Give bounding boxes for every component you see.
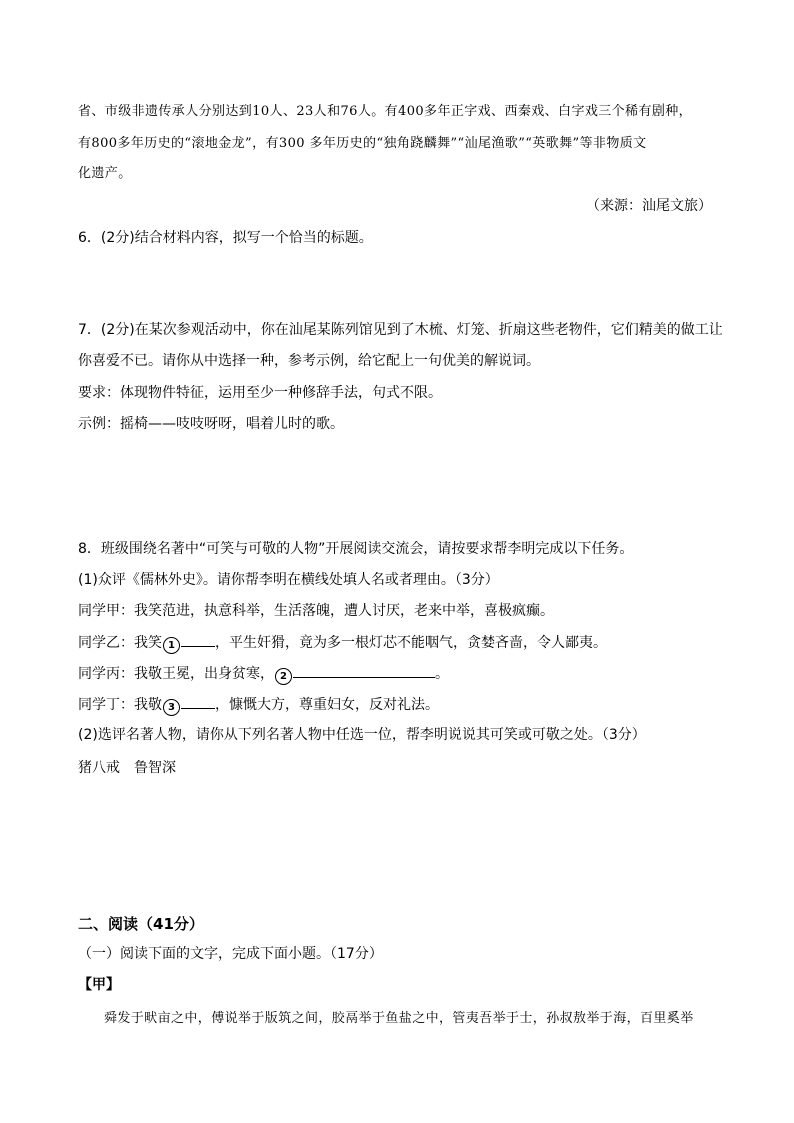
classmate-ding-prefix: 同学丁：我敬 (78, 697, 162, 713)
material-line-2: 有800多年历史的“滚地金龙”，有300 多年历史的“独角跷麟舞”“汕尾渔歌”“英歌舞”等非物质文 (78, 136, 647, 151)
section-2-subheading: （一）阅读下面的文字，完成下面小题。（17分） (78, 946, 383, 962)
question-6: 6．(2分)结合材料内容，拟写一个恰当的标题。 (78, 230, 373, 246)
classmate-ding-comment (78, 694, 439, 716)
answer-blank-1[interactable] (181, 632, 215, 647)
option-lu-zhishen: 鲁智深 (134, 760, 176, 776)
option-zhu-bajie: 猪八戒 (78, 760, 120, 776)
answer-blank-2[interactable] (293, 663, 435, 678)
blank-marker-3: 3 (163, 699, 180, 716)
classmate-jia-comment: 同学甲：我笑范进，执意科举，生活落魄，遭人讨厌，老来中举，喜极疯癫。 (78, 603, 554, 619)
passage-tag-jia: 【甲】 (78, 977, 120, 993)
material-source: （来源：汕尾文旅） (586, 198, 712, 214)
question-7-line-2: 你喜爱不已。请你从中选择一种，参考示例，给它配上一句优美的解说词。 (78, 353, 540, 369)
blank-marker-1: 1 (163, 637, 180, 654)
classmate-bing-comment (78, 663, 449, 685)
section-2-heading: 二、阅读（41分） (78, 915, 204, 933)
question-8-part-1: (1)众评《儒林外史》。请你帮李明在横线处填人名或者理由。（3分） (78, 572, 499, 588)
classmate-yi-comment (78, 632, 607, 654)
question-7-requirement: 要求：体现物件特征，运用至少一种修辞手法，句式不限。 (78, 385, 442, 401)
classmate-bing-prefix: 同学丙：我敬王冕，出身贫寒， (78, 666, 274, 682)
character-options (78, 758, 176, 778)
passage-jia-text: 舜发于畎亩之中，傅说举于版筑之间，胶鬲举于鱼盐之中，管夷吾举于士，孙叔敖举于海，百里奚举 (104, 1011, 694, 1026)
question-8-part-2: (2)选评名著人物，请你从下列名著人物中任选一位，帮李明说说其可笑或可敬之处。（3分） (78, 727, 646, 743)
classmate-ding-suffix: ，慷慨大方，尊重妇女，反对礼法。 (215, 697, 439, 713)
question-7-line-1: 7．(2分)在某次参观活动中，你在汕尾某陈列馆见到了木梳、灯笼、折扇这些老物件，它们精美的做工让 (78, 322, 723, 338)
question-8-intro: 8．班级围绕名著中“可笑与可敬的人物”开展阅读交流会，请按要求帮李明完成以下任务。 (78, 541, 634, 557)
blank-marker-2: 2 (275, 668, 292, 685)
classmate-yi-suffix: ，平生奸猾，竟为多一根灯芯不能咽气，贪婪吝啬，令人鄙夷。 (215, 635, 607, 651)
material-line-1: 省、市级非遗传承人分别达到10人、23人和76人。有400多年正字戏、西秦戏、白字戏三个稀有剧种， (78, 104, 693, 119)
question-7-example: 示例：摇椅——吱吱呀呀，唱着儿时的歌。 (78, 416, 344, 432)
classmate-yi-prefix: 同学乙：我笑 (78, 635, 162, 651)
classmate-bing-suffix: 。 (435, 666, 449, 682)
material-line-3: 化遗产。 (78, 166, 132, 181)
answer-blank-3[interactable] (181, 694, 215, 709)
